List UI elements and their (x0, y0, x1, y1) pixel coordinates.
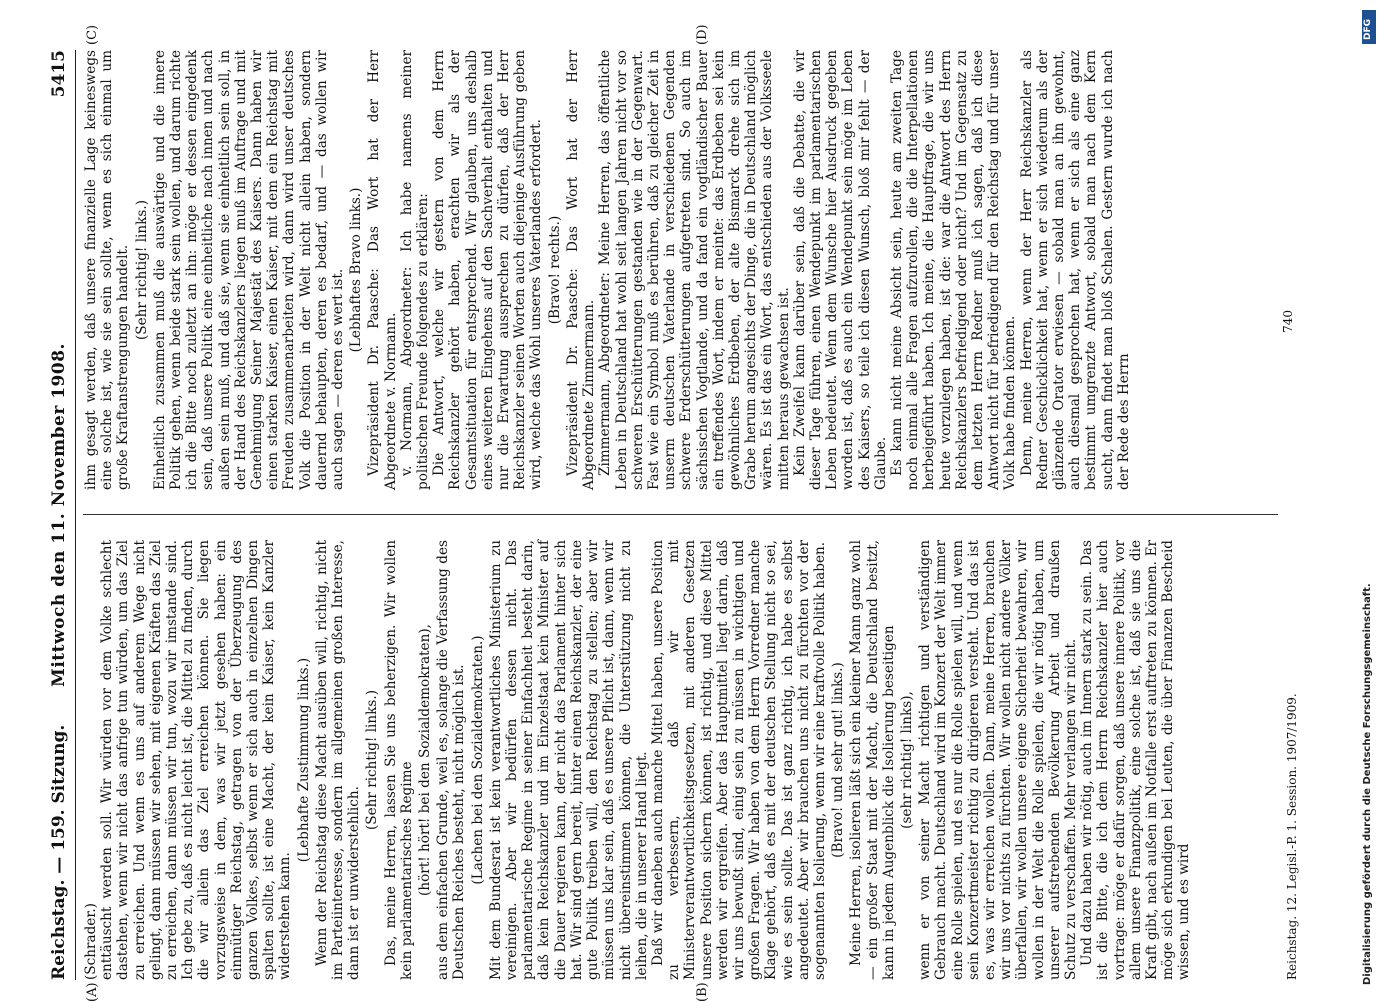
paragraph: (Sehr richtig! links.) (133, 199, 150, 341)
margin-marker-c: (C) (85, 24, 100, 45)
paragraph: Meine Herren, isolieren läßt sich ein kleiner Mann ganz wohl — ein großer Staat mit der Macht, die Deutschland besitzt, kann in jedem Augenblick die Isolierung beseitigen (848, 540, 897, 980)
paragraph: Daß wir daneben auch manche Mittel haben, unsere Position zu verbessern, daß wir mit Ministerverantwortlichkeitsgesetzen, mit anderen Gesetzen unsere Position sichern können, ist richtig, und diese Mittel werden wir ergreifen. Aber das Hauptmittel liegt darin, daß wir uns bewußt sind, einig sein zu müssen in wichtigen und großen Fragen. Wir haben von dem Herrn Vorredner manche Klage gehört, daß es mit der deutschen Stellung nicht so sei, wie es sein sollte. Das ist ganz richtig, ich habe es selbst angedeutet. Aber wir brauchen uns nicht zu fürchten vor der sogenannten Isolierung, wenn wir eine kraftvolle Politik haben. (649, 540, 828, 980)
header-page-number: 5415 (49, 50, 69, 98)
header-left: Reichstag. — 159. Sitzung. (49, 724, 69, 980)
paragraph: Mit dem Bundesrat ist kein verantwortliches Ministerium zu vereinigen. Aber wir bedürfen dessen nicht. Das parlamentarische Regime in seiner Einfachheit besteht darin, daß kein Reichskanzler und im Einzelstaat kein Minister auf die Dauer regieren kann, der nicht das Parlament hinter sich hat. Wir sind gern bereit, hinter einen Reichskanzler, der eine gute Politik treiben will, den Reichstag zu stellen; aber wir müssen uns klar sein, daß es unsere Pflicht ist, dann, wenn wir nicht übereinstimmen können, die Unterstützung nicht zu leihen, die in unserer Hand liegt. (487, 540, 650, 980)
paragraph: Und dazu haben wir nötig, auch im Innern stark zu sein. Das ist die Bitte, die ich dem Herrn Reichskanzler hier auch vortrage: möge er dafür sorgen, daß unsere innere Politik, vor allem unsere Finanzpolitik, eine solche ist, daß sie uns die Kraft gibt, nach außen im Notfalle erst auftreten zu können. Er möge sich erkundigen bei Leuten, die über Finanzen Bescheid wissen, und es wird (1079, 540, 1193, 980)
paragraph: Wenn der Reichstag diese Macht ausüben will, richtig, nicht im Parteiinteresse, sondern im allgemeinen großen Interesse, dann ist er unwiderstehlich. (313, 540, 363, 980)
paragraph: (Bravo! und sehr gut! links.) (830, 662, 847, 858)
paragraph: (Lachen bei den Sozialdemokraten.) (469, 635, 486, 885)
paragraph: Einheitlich zusammen muß die auswärtige und die innere Politik gehen, wenn beide stark sein wollen, und darum richte ich die Bitte noch zuletzt an ihn: möge er dessen eingedenk sein, daß unsere Politik eine einheitliche nach innen und nach außen sein muß, und daß sie, wenn sie einheitlich sein soll, in der Hand des Reichskanzlers liegen muß im Auftrage und mit Genehmigung Seiner Majestät des Kaisers. Dann haben wir einen starken Kaiser, einen Kaiser, mit dem ein Reichstag mit Freuden zusammenarbeiten wird, dann wird unser deutsches Volk die Position in der Welt nicht allein haben, sondern dauernd behaupten, deren es bedarf, und — das wollen wir auch sagen — deren es wert ist. (151, 50, 347, 490)
paragraph: (Lebhaftes Bravo links.) (348, 187, 365, 353)
paragraph: Denn, meine Herren, wenn der Herr Reichskanzler als Redner Geschicklichkeit hat, wenn er sich wiederum als der glänzende Orator erwiesen — sobald man an ihn gewohnt, auch diesmal gesprochen hat, wenn er sich als eine ganz bestimmt umgrenzte Antwort, sobald man nach dem Kern sucht, dann findet man bloß Schalen. Gestern wurde ich nach der Rede des Herrn (1018, 50, 1132, 490)
page-footer: Reichstag. 12. Legisl.-P. 1. Session. 1907/1909. (1285, 693, 1299, 980)
paragraph: Zimmermann, Abgeordneter: Meine Herren, das öffentliche Leben in Deutschland hat wohl seit langen Jahren nicht vor so schweren Erschütterungen gestanden wie in der Gegenwart. Fast wie ein Symbol muß es berühren, daß zu gleicher Zeit in unserm deutschen Vaterlande in verschiedenen Gegenden schwere Erderschütterungen aufgetreten sind. So auch im sächsischen Vogtlande, und da fand ein vogtländischer Bauer ein treffendes Wort, indem er meinte: das Erdbeben sei kein gewöhnliches Erdbeben, der alte Bismarck drehe sich im Grabe herum angesichts der Dinge, die in Deutschland möglich wären. Es ist das ein Wort, das entschieden aus der Volksseele mitten heraus gewachsen ist. (597, 50, 792, 490)
paragraph: (Sehr richtig! links.) (364, 689, 381, 831)
paragraph: Vizepräsident Dr. Paasche: Das Wort hat der Herr Abgeordnete v. Normann. (366, 50, 399, 490)
paragraph: wenn er von seiner Macht richtigen und verständigen Gebrauch macht. Deutschland wird im Konzert der Welt immer eine Rolle spielen, und es nur die Rolle spielen will, und wenn sein Konzertmeister richtig zu dirigieren versteht. Und das ist es, was wir erreichen wollen. Dann, meine Herren, brauchen wir uns vor nichts zu fürchten. Wir wollen nicht andere Völker überfallen, wir wollen unsere eigene Sicherheit bewahren, wir wollen in der Welt die Rolle spielen, die wir nötig haben, um unserer aufstrebenden Bevölkerung Arbeit und draußen Schutz zu verschaffen. Mehr verlangen wir nicht. (917, 540, 1079, 980)
paragraph: (Lebhafte Zustimmung links.) (295, 657, 312, 863)
paragraph: (hört! hört! bei den Sozialdemokraten), (417, 624, 434, 896)
paragraph: v. Normann, Abgeordneter: Ich habe namens meiner politischen Freunde folgendes zu erklären: (398, 50, 432, 490)
dfg-logo: DFG (1362, 10, 1376, 44)
page-header (45, 50, 76, 980)
credit-text: Digitalisierung gefördert durch die Deutsche Forschungsgemeinschaft. (1362, 583, 1373, 985)
margin-marker-a: (A) (85, 982, 100, 1002)
paragraph: ihm gesagt werden, daß unsere finanzielle Lage keineswegs eine solche ist, wie sie sein sollte, wenn es sich einmal um große Kraftanstrengungen handelt. (83, 50, 132, 490)
paragraph: Das, meine Herren, lassen Sie uns beherzigen. Wir wollen kein parlamentarisches Regime (382, 540, 415, 980)
right-column (83, 50, 1132, 490)
paragraph: Kein Zweifel kann darüber sein, daß die Debatte, die wir dieser Tage führen, einen Wendepunkt im parlamentarischen Leben bedeutet. Wenn dem Wunsche hier Ausdruck gegeben worden ist, daß es auch ein Wendepunkt sein möge im Leben des Kaisers, so teile ich diesen Wunsch, bloß mir fehlt — der Glaube. (791, 50, 889, 490)
document-page (25, 0, 1355, 1000)
digitization-credit (1360, 10, 1380, 990)
left-column (83, 540, 1193, 980)
paragraph: aus dem einfachen Grunde, weil es, solange die Verfassung des Deutschen Reiches besteht, nicht möglich ist. (435, 540, 468, 980)
paragraph: (Schrader.) (83, 903, 99, 980)
paragraph: (sehr richtig! links), (898, 691, 915, 829)
column-divider (83, 514, 1278, 515)
margin-marker-b: (B) (695, 982, 710, 1002)
paragraph: enttäuscht werden soll. Wir würden vor dem Volke schlecht dastehen, wenn wir nicht das anfrige tun würden, um das Ziel zu erreichen. Und wenn es uns auf anderem Wege nicht gelingt, dann müssen wir sehen, mit eigenen Kräften das Ziel zu erreichen, dann müssen wir tun, wozu wir imstande sind. Ich gebe zu, daß es nicht leicht ist, die Mittel zu finden, durch die wir allein das Ziel erreichen können. Sie liegen vorzugsweise in dem, was wir jetzt gesehen haben: ein einmütiger Reichstag, getragen von der Überzeugung des ganzen Volkes, selbst wenn er sich auch in einzelnen Dingen spalten sollte, ist eine Macht, der kein Kaiser, kein Kanzler widerstehen kann. (99, 540, 294, 980)
bottom-page-number: 740 (1281, 310, 1295, 333)
paragraph: Vizepräsident Dr. Paasche: Das Wort hat der Herr Abgeordnete Zimmermann. (564, 50, 598, 490)
paragraph: Es kann nicht meine Absicht sein, heute am zweiten Tage noch einmal alle Fragen aufzurollen, die die Interpellationen herbeigeführt haben. Ich meine, die Hauptfrage, die wir uns heute vorzulegen haben, ist die: war die Antwort des Herrn Reichskanzlers befriedigend oder nicht? Und im Gegensatz zu dem letzten Herrn Redner muß ich sagen, daß ich diese Antwort nicht für befriedigend für den Reichstag und für unser Volk habe finden können. (888, 50, 1019, 490)
paragraph: (Bravo! rechts.) (546, 215, 563, 325)
header-date: Mittwoch den 11. November 1908. (49, 343, 69, 687)
paragraph: Die Antwort, welche wir gestern von dem Herrn Reichskanzler gehört haben, erachten wir als der Gesamtsituation für entsprechend. Wir glauben, uns deshalb eines weiteren Eingehens auf den Sachverhalt enthalten und nur die Erwartung aussprechen zu dürfen, daß der Herr Reichskanzler seinen Worten auch diejenige Ausführung geben wird, welche das Wohl unseres Vaterlandes erfordert. (431, 50, 545, 490)
margin-marker-d: (D) (695, 24, 710, 45)
